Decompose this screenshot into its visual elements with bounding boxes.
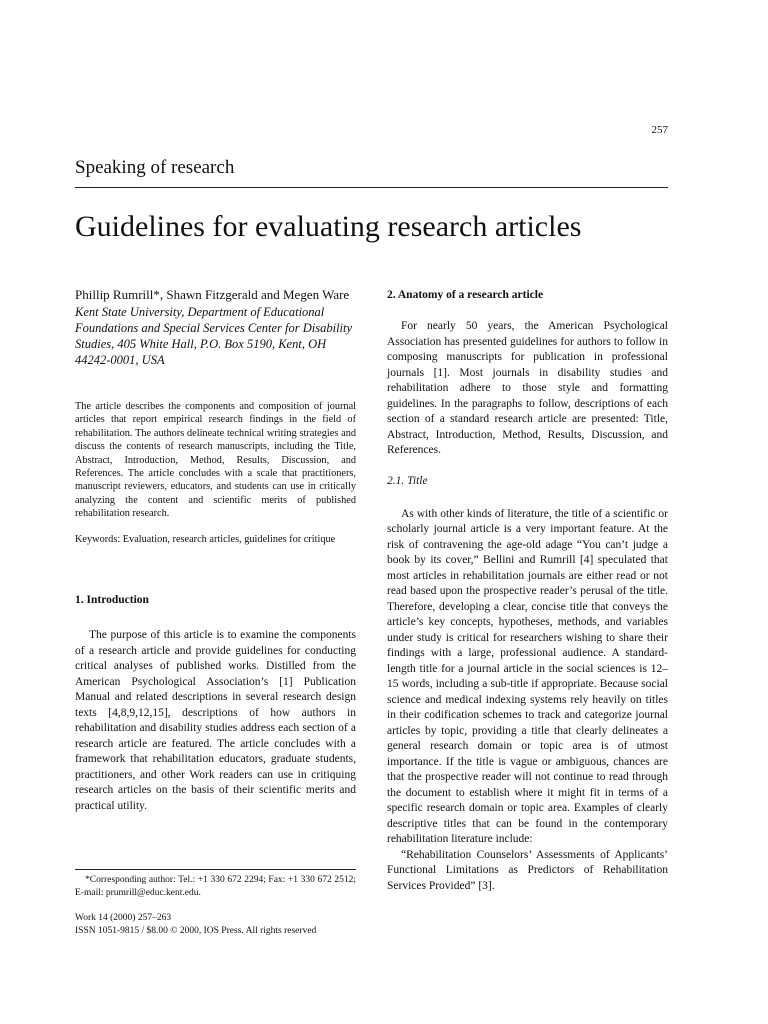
right-column	[387, 287, 668, 894]
header-divider	[75, 187, 668, 188]
page-number: 257	[651, 124, 668, 136]
journal-copyright: ISSN 1051-9815 / $8.00 © 2000, IOS Press. All rights reserved	[75, 925, 317, 936]
author-affiliation: Kent State University, Department of Educational Foundations and Special Services Center for Disability Studies, 405 White Hall, P.O. Box 5190, Kent, OH 44242-0001, USA	[75, 305, 353, 367]
journal-info	[75, 912, 316, 937]
anatomy-paragraph: For nearly 50 years, the American Psychological Association has presented guidelines for authors to follow in composing manuscripts for publication in professional journals [1]. Most journals in disability studies and rehabilitation adhere to those style and formatting guidelines. In the paragraphs to follow, descriptions of each section of a standard research article are presented: Title, Abstract, Introduction, Method, Results, Discussion, and References.	[387, 320, 668, 456]
introduction-heading: 1. Introduction	[75, 594, 149, 607]
footnote-divider	[75, 869, 356, 870]
introduction-paragraph: The purpose of this article is to examine the components of a research article and provide guidelines for conducting critical analyses of published works. Distilled from the American Psychological Association’s [1] Publication Manual and related descriptions in several research design texts [4,8,9,12,15], descriptions of how authors in rehabilitation and disability studies address each section of a research article are featured. The article concludes with a framework that rehabilitation educators, graduate students, practitioners, and other Work readers can use in critiquing research articles on the basis of their scientific merits and practical utility.	[75, 629, 356, 812]
author-list: Phillip Rumrill*, Shawn Fitzgerald and Megen Ware	[75, 287, 350, 302]
section-label: Speaking of research	[75, 157, 235, 178]
anatomy-heading: 2. Anatomy of a research article	[387, 289, 544, 301]
corresponding-author-footnote: *Corresponding author: Tel.: +1 330 672 2294; Fax: +1 330 672 2512; E-mail: prumrill@educ.kent.edu.	[75, 875, 356, 898]
example-title-quote: “Rehabilitation Counselors’ Assessments of Applicants’ Functional Limitations as Predictors of Rehabilitation Services Provided” [3].	[387, 848, 668, 892]
title-subsection-paragraph: As with other kinds of literature, the title of a scientific or scholarly journal article is a very important feature. At the risk of contravening the age-old adage “You can’t judge a book by its cover,” Bellini and Rumrill [4] speculated that most articles in rehabilitation journals are either read or not read based upon the prospective reader’s perusal of the title. Therefore, developing a clear, concise title that conveys the article’s key concepts, hypotheses, methods, and variables under study is critical for researchers wishing to share their findings with a large, professional audience. A standard-length title for a journal article in the social sciences is 12–15 words, including a sub-title if appropriate. Because social science and medical indexing systems rely heavily on titles in their codification schemes to track and categorize journal articles by topic, providing a title that clearly delineates a general research domain or topic area is of utmost importance. If the title is vague or ambiguous, chances are that the prospective reader will not continue to read through the document to establish where it might fit in terms of a specific research domain or topic area. Examples of clearly descriptive titles that can be found in the contemporary rehabilitation literature include:	[387, 507, 668, 845]
left-column	[75, 287, 356, 814]
title-subsection-heading: 2.1. Title	[387, 474, 428, 487]
journal-citation: Work 14 (2000) 257–263	[75, 913, 172, 923]
abstract: The article describes the components and composition of journal articles that report empirical research findings in the field of rehabilitation. The authors delineate technical writing strategies and discuss the contents of research manuscripts, including the Title, Abstract, Introduction, Method, Results, Discussion, and References. The article concludes with a scale that practitioners, manuscript reviewers, educators, and students can use in critically analyzing the content and scientific merits of published rehabilitation research.	[75, 401, 356, 520]
article-title: Guidelines for evaluating research articles	[75, 210, 582, 243]
keywords: Keywords: Evaluation, research articles, guidelines for critique	[75, 533, 336, 545]
